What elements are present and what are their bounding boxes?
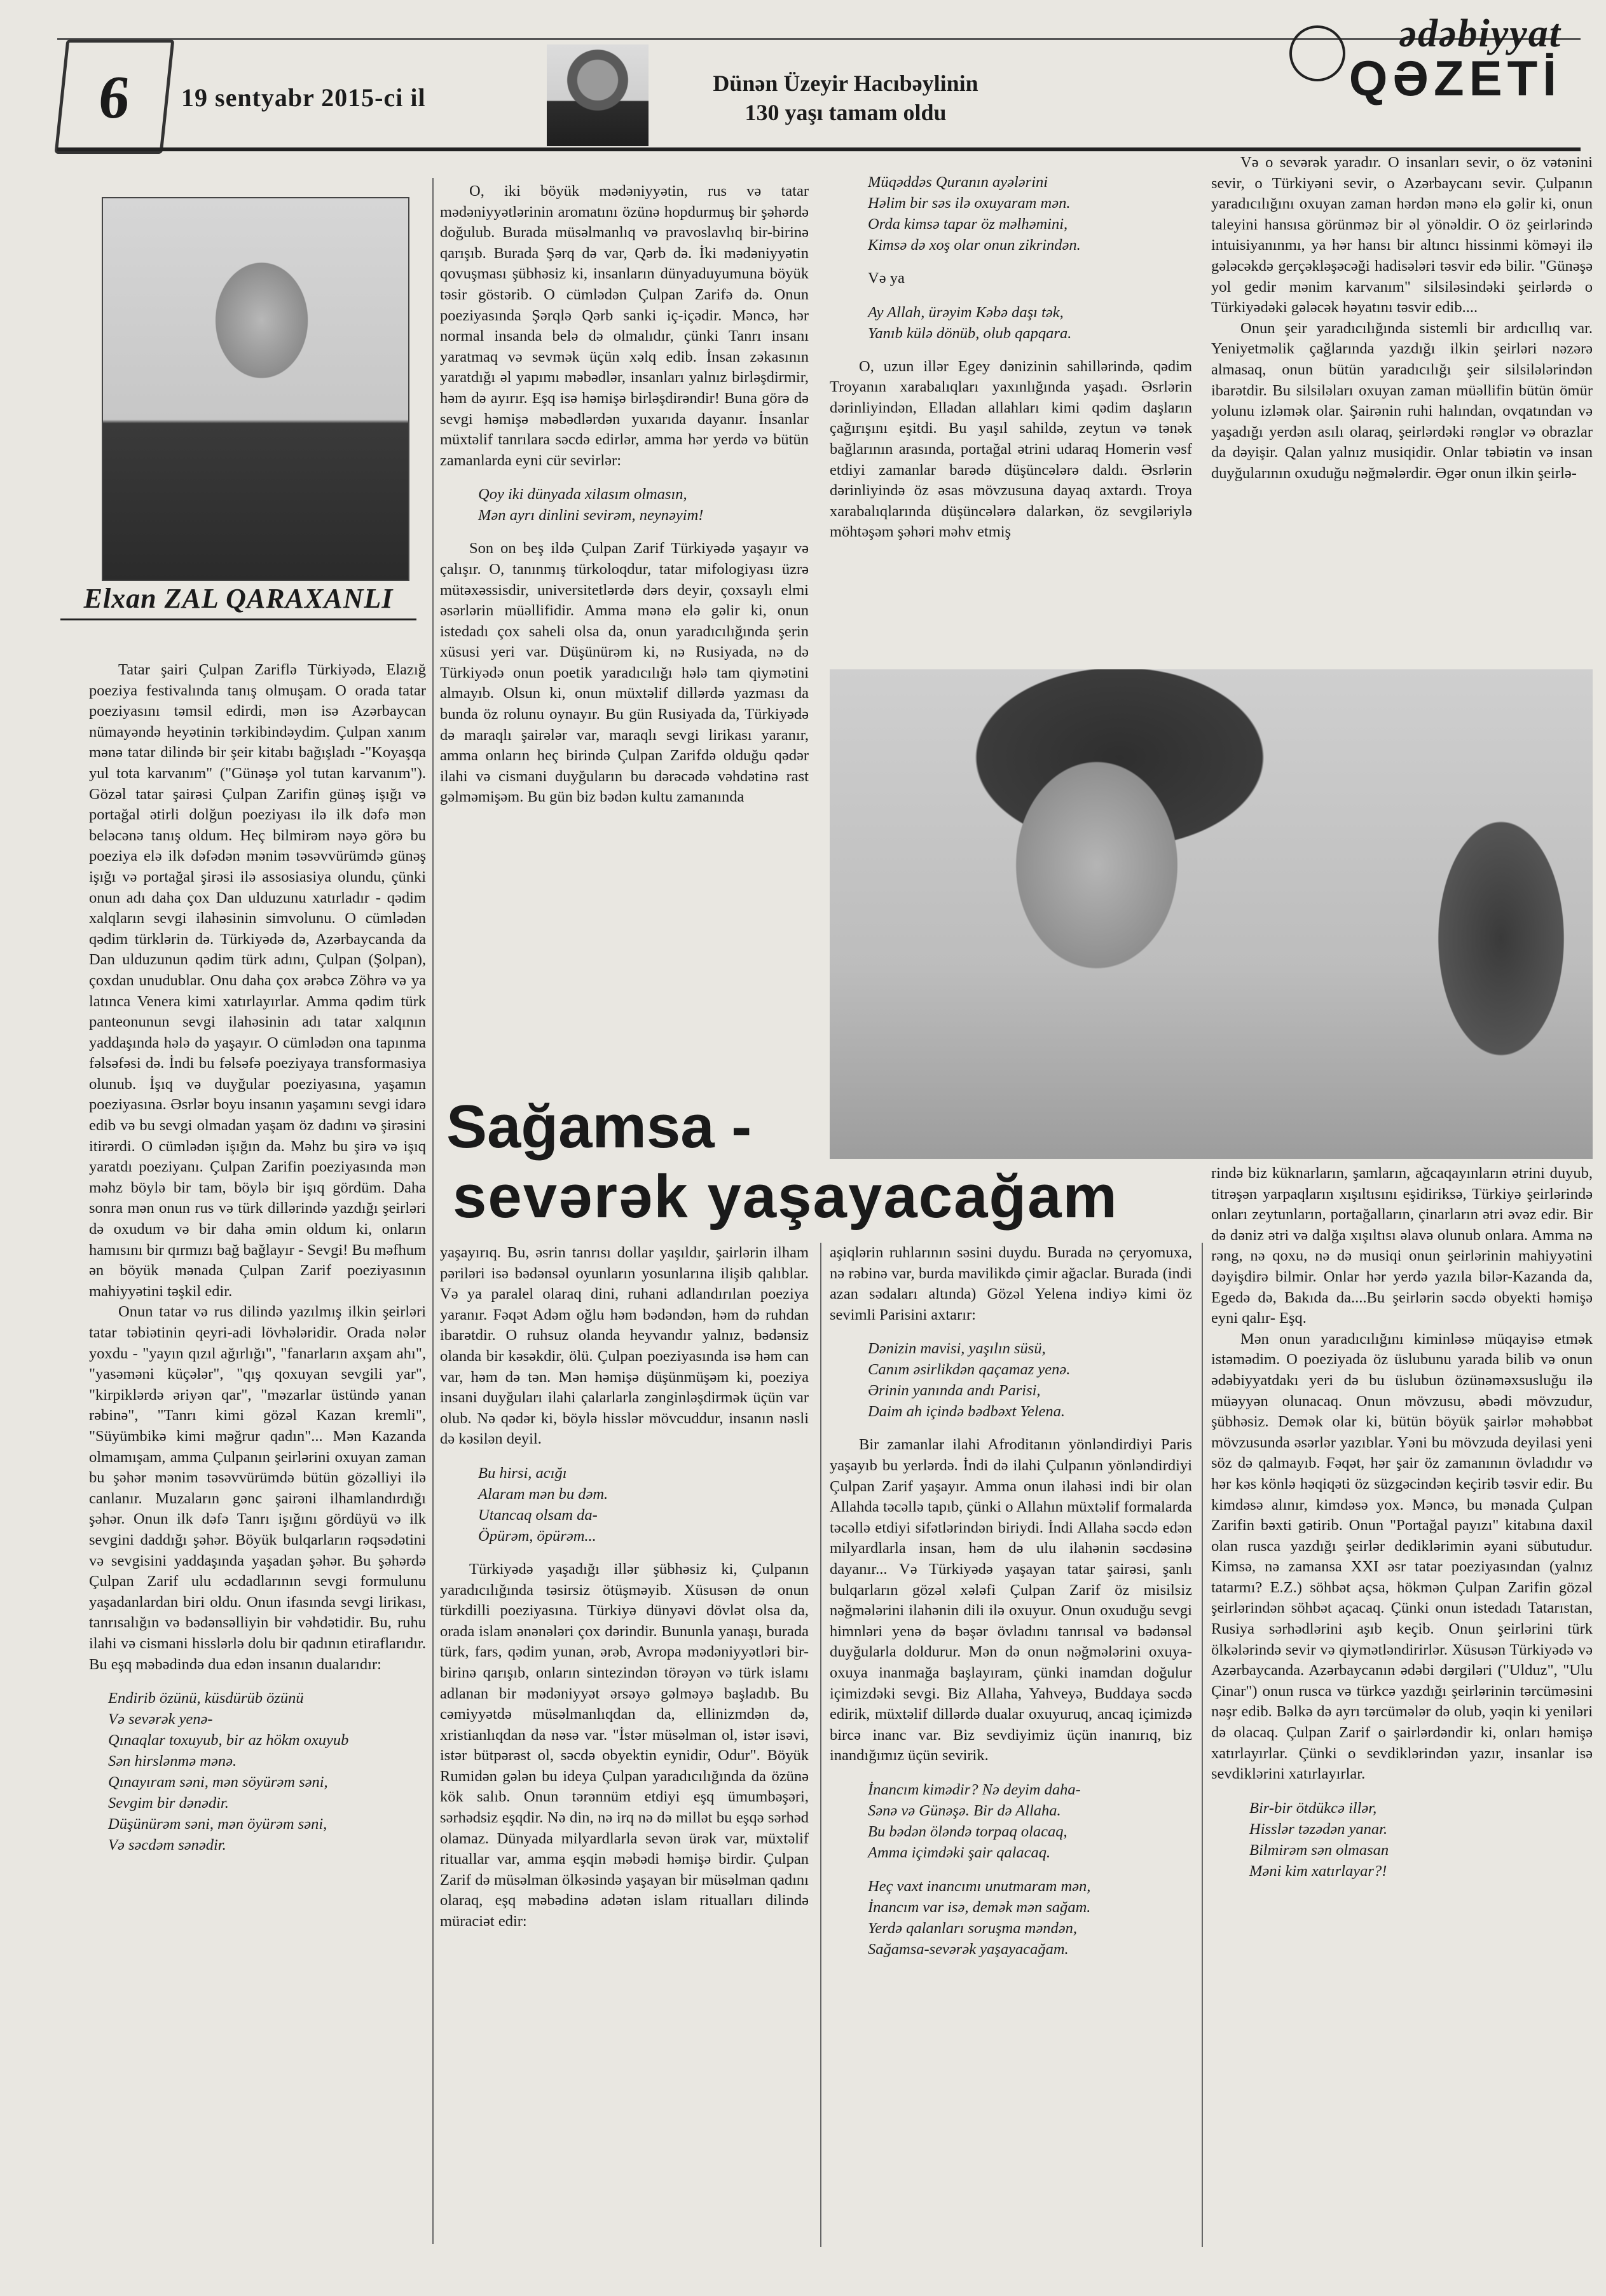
verse xyxy=(478,484,809,526)
verse xyxy=(1249,1798,1593,1882)
column-4-bottom xyxy=(1211,1163,1593,1894)
page-number: 6 xyxy=(55,39,175,154)
main-photo xyxy=(830,669,1593,1159)
header-top-rule xyxy=(57,38,1581,40)
verse-line: Utancaq olsam da- xyxy=(478,1506,598,1524)
paragraph: Və o sevərək yaradır. O insanları sevir, o öz vətənini sevir, o Türkiyəni sevir, o Azərbaycanı sevir. Çulpanın yaradıcılığını oxuyan zaman hərdən mənə elə gəlir ki, onun taleyini hansısa görünməz bir əl yönəldir. O öz şeirlərində intuisiyanınmı, ya hər hansı bir altıncı hissinmi köməyi ilə gələcəkdə gerçəkləşəcəği hadisələri təsvir edə bilir. "Günəşə yol gedir mənim karvanım" silsiləsindəki şeirlərdə o Türkiyədəki gələcək həyatını təsvir edib.... xyxy=(1211,154,1593,317)
verse-line: Müqəddəs Quranın ayələrini xyxy=(868,174,1048,191)
verse-line: Heç vaxt inancımı unutmaram mən, xyxy=(868,1877,1091,1895)
verse xyxy=(868,172,1192,256)
header-caption-line2: 130 yaşı tamam oldu xyxy=(745,100,947,125)
verse-line: Alaram mən bu dəm. xyxy=(478,1485,608,1503)
star-emblem-icon xyxy=(1289,25,1345,81)
verse-line: Və sevərək yenə- xyxy=(108,1711,213,1728)
verse xyxy=(478,1463,809,1547)
paragraph: Bir zamanlar ilahi Afroditanın yönləndirdiyi Paris yaşayıb bu yerlərdə. İndi də ilahi Çulpanın yönləndirdiyi Çulpan Zarif yaşayır. Amma onun ilahəsi indi bir olan Allahda təcəllə tapıb, çünki o Allahın müxtəlif formalarda təcəllə etdiyi sifətlərindən biriydi. İndi Allaha səcdə edən milyardlarla insan, həm də ulu ilahənin səcdəsinə dayanır... Və Türkiyədə yaşayan tatar şairəsi, şanlı bulqarların gözəl xələfi Çulpan Zarif öz misilsiz nəğmələrini ilahənin dili ilə oxuyur. Onun oxuduğu sevgi himnləri yenə də bəşər övladını tanrısal və bədənsəl duyğularla doldurur. Mən də onun nəğmələrini oxuya-oxuya inanmağa başlayıram, çünki inamdan doğulur içimizdəki sevgi. Biz Allaha, Yahveyə, Buddaya səcdə edirik, müxtəlif dillərdə dualar oxuyuruq, ancaq içimizdə bircə inanc var. Biz sevdiyimiz üçün inanırıq, biz inandığımız üçün sevirik. xyxy=(830,1436,1192,1765)
paragraph: Son on beş ildə Çulpan Zarif Türkiyədə yaşayır və çalışır. O, tanınmış türkoloqdur, tatar mifologiyası üzrə mütəxəssisdir, universitetlərdə dərs deyir, çoxsaylı elmi əsərlərin müəllifidir. Amma mənə elə gəlir ki, onun istedadı çox saheli olsa da, onun yaradıcılığında şerin xüsusi yeri var. Düşünürəm ki, nə Rusiyada, nə də Türkiyədə onun poetik yaradıcılığı hələ tam qiymətini almayıb. Olsun ki, onun müxtəlif dillərdə yazması da bunda öz rolunu oynayır. Bu gün Rusiyada da, Türkiyədə də maraqlı şairələr var, maraqlı sevgi lirikası yaranır, amma onların heç birində Çulpan Zarifdə olduğu qədər ilahi və cismani duyğuların bu dərəcədə vəhdətinə rast gəlməmişəm. Bu gün biz bədən kultu zamanında xyxy=(440,540,809,806)
paragraph: O, iki böyük mədəniyyətin, rus və tatar mədəniyyətlərinin aromatını özünə hopdurmuş bir şəhərdə doğulub. Burada müsəlmanlıq və pravoslavlıq bir-birinə qarışıb. Burada Şərq də var, Qərb də. İki mədəniyyətin qovuşması şübhəsiz ki, insanların dünyaduyumuna böyük təsir göstərib. O cümlədən Çulpan Zarifə də. Onun poeziyasında Şərqlə Qərb sanki iç-içədir. Məncə, hər normal insanda belə də olmalıdır, çünki Tanrı insanı yaratmaq və sevmək üçün xəlq edib. İnsan zəkasının yaratdığı əl yapımı məbədlər, insanları yalnız birləşdirmir, həm də ayırır. Eşq isə həmişə birləşdirəndir! Buna görə də sevgi həmişə məbədlərdən yuxarıda dayanır. İnsanlar müxtəlif tanrılara səcdə edirlər, amma hər yerdə və bütün zamanlarda eyni cür sevirlər: xyxy=(440,182,809,469)
headline-line2: sevərək yaşayacağam xyxy=(453,1163,1118,1231)
column-rule xyxy=(1202,1243,1203,2247)
header-caption xyxy=(668,69,1024,127)
verse-line: Daim ah içində bədbəxt Yelena. xyxy=(868,1403,1066,1421)
verse-line: Bu bədən öləndə torpaq olacaq, xyxy=(868,1822,1067,1840)
verse-line: Ərinin yanında andı Parisi, xyxy=(868,1382,1041,1400)
column-2-top xyxy=(440,181,809,808)
verse-line: Qınayıram səni, mən söyürəm səni, xyxy=(108,1773,328,1791)
verse xyxy=(868,1779,1192,1863)
verse-line: Qoy iki dünyada xilasım olmasın, xyxy=(478,486,687,503)
verse-line: Yerdə qalanları soruşma məndən, xyxy=(868,1919,1077,1937)
paragraph: O, uzun illər Egey dənizinin sahillərində, qədim Troyanın xarabalıqları yaxınlığında yaşadı. Əsrlərin dərinliyindən, Elladan allahları kimi qədim daşların çağırışını eşitdi. Bu yaşıl sahildə, zeytun və tənək bağlarının arasında, portağal ətrini udaraq Homerin vəsf etdiyi zamanlar barədə düşüncələrə daldı. Əsrlərin dərinliyində öz əsas mövzusuna dayaq axtardı. Troya xarabalıqlarında düşüncələrə dalarkən, öz sevgiləriylə möhtəşəm şəhəri məhv etmiş xyxy=(830,357,1192,541)
verse-line: Sən hirslənmə mənə. xyxy=(108,1753,237,1770)
column-3-top xyxy=(830,172,1192,543)
verse-line: Mən ayrı dinlini sevirəm, neynəyim! xyxy=(478,507,704,524)
author-photo xyxy=(102,197,409,581)
paragraph: Tatar şairi Çulpan Zariflə Türkiyədə, Elazığ poeziya festivalında tanış olmuşam. O orada tatar poeziyasını təmsil edirdi, mən isə Azərbaycan nümayəndə heyətinin tərkibindəydim. Çulpan xanım mənə tatar dilində bir şeir kitabı bağışladı -"Koyaşqa yul tota karvanım" ("Günəşə yol tutan karvanım"). Gözəl tatar şairəsi Çulpan Zarifin günəş işığı və portağal ətirli dolğun poeziyası ilə ilk dəfə mən beləcənə tanış oldum. Heç bilmirəm nəyə görə bu poeziya elə ilk dəfədən mənim təsəvvürümdə günəş işığı və portağal şirəsi ilə assosiasiya olundu, çünki onun adı daha çox Dan ulduzunu xatırladır - qədim xalqların sevgi ilahəsinin simvolunu. O cümlədən qədim türklərin də. Türkiyədə də, Azərbaycanda da Dan ulduzunun qədim türk adını, Çulpan (Şolpan), çoxdan unudublar. Onu daha çox ərəbcə Zöhrə və ya latınca Venera kimi xatırlayırlar. Amma qədim türk panteonunun sevgi ilahəsinin adı tatar xalqının yaddaşında hələ də yaşayır. O cümlədən ona tapınma fəlsəfəsi də. İndi bu fəlsəfə poeziyaya transformasiya olunub. İşıq və duyğular poeziyasına, yaşamın poeziyasına. Əsrlər boyu insanın yaşamını sevgi idarə edib və bu sevgi olmadan yaşam öz dadını və şirəsini itirərdi. O cümlədən işığın da. Məhz bu şirə və işıq yaratdı poeziyanı. Çulpan Zarifin poeziyasında mən məhz böylə bir tam, böylə bir işıq gördüm. Daha sonra mən onun rus və türk dillərində yazdığı şeirləri də oxudum və bir daha əmin oldum ki, onların hamısını bir qırmızı bağ bağlayır - Sevgi! Bu məfhum ən böyük mənada Çulpan Zarif poeziyasının mahiyyətini təşkil edir. xyxy=(89,661,426,1300)
verse-line: Canım əsirlikdən qaçamaz yenə. xyxy=(868,1361,1071,1379)
header-caption-line1: Dünən Üzeyir Hacıbəylinin xyxy=(713,71,978,96)
verse-line: Orda kimsə tapar öz məlhəmini, xyxy=(868,215,1068,233)
verse-line: İnancım kimədir? Nə deyim daha- xyxy=(868,1780,1081,1798)
verse-line: Hisslər təzədən yanar. xyxy=(1249,1820,1388,1838)
header-rule xyxy=(57,147,1581,151)
column-1 xyxy=(89,660,426,1868)
column-4-top xyxy=(1211,153,1593,484)
header-portrait xyxy=(547,44,649,146)
verse-line: Bir-bir ötdükcə illər, xyxy=(1249,1799,1377,1817)
paragraph: Mən onun yaradıcılığını kiminləsə müqayisə etmək istəmədim. O poeziyada öz üslubunu yarada bilib və onun ədəbiyyatdakı yeri də bu üslubun özünəməxsusluğu ilə müəyyən olunacaq. Onun mövzusu, əbədi mövzudur, şübhəsiz. Demək olar ki, bütün böyük şairlər məhəbbət mövzusunda əsərlər yazıblar. Yəni bu mövzuda deyilasi yeni söz də qalmayıb. Fəqət, hər şair öz zamanının övladıdır və hər kəs könlə həqiqəti öz süzgəcindən keçirib təsvir edir. Bu kimdəsə alınır, kimdəsə yox. Məncə, bu mənada Çulpan Zarifin bəxti gətirib. Onun "Portağal payızı" kitabına daxil olan rusca yazdığı şeirlər dediklərimin əyani sübutudur. Kimsə, nə zamansa XXI əsr tatar poeziyasından (yalnız tatarmı? E.Z.) söhbət açsa, hökmən Çulpan Zarifin gözəl şeirlərindən söhbət açacaq. Çünki onun istedadı Tatarıstan, Rusiya sərhədlərini aşıb keçib. Onun şeirlərini türk ölkələrində sevir və qiymətləndirirlər. Xüsusən Türkiyədə və Azərbaycanda. Azərbaycanın ədəbi dərgiləri ("Ulduz", "Ulu Çinar") onun rusca və türkcə yazdığı şeirlərinin tərcüməsini nəşr edib. Bəlkə də ayrı tərcümələr də olub, yəqin ki yeniləri də olacaq. Çulpan Zarif o şairlərdəndir ki, onları həmişə xatırlayırlar. Çünki o sevdiklərindən yazır, insanlar isə sevdiklərini xatırlayırlar. xyxy=(1211,1330,1593,1783)
column-3-bottom xyxy=(830,1243,1192,1972)
verse-line: Sağamsa-sevərək yaşayacağam. xyxy=(868,1940,1069,1958)
verse-line: Və səcdəm sənədir. xyxy=(108,1836,226,1854)
verse-line: Qınaqlar toxuyub, bir az hökm oxuyub xyxy=(108,1732,349,1749)
verse-intro: Və ya xyxy=(868,270,905,287)
verse-line: Sənə və Günəşə. Bir də Allaha. xyxy=(868,1801,1061,1819)
column-rule xyxy=(820,1243,821,2247)
verse xyxy=(868,1338,1192,1422)
verse-line: İnancım var isə, demək mən sağam. xyxy=(868,1898,1091,1916)
author-name: Elxan ZAL QARAXANLI xyxy=(60,582,416,620)
logo-bottom: QƏZETİ xyxy=(1349,50,1561,106)
verse-line: Amma içimdəki şair qalacaq. xyxy=(868,1843,1051,1861)
verse-line: Məni kim xatırlayar?! xyxy=(1249,1862,1387,1880)
verse-line: Bu hirsi, acığı xyxy=(478,1464,567,1482)
paragraph: Onun tatar və rus dilində yazılmış ilkin şeirləri tatar təbiətinin qeyri-adi lövhələridir. Orada nələr yoxdu - "yayın qızıl ağırlığı", "fanarların axşam ahı", "yasəməni küçələr", "qış qoxuyan sevgili yar", "kirpiklərdə əriyən qar", "məzarlar üstündə yanan rəbinə", "Tanrı kimi gözəl Kazan kremli", "Süyümbikə kimi məğrur qadın"... Mən Kazanda olmamışam, amma Çulpanın şeirlərini oxuyan zaman bu şəhər mənim təsəvvürümdə bütün gözəlliyi ilə canlanır. Muzaların gənc şairəni ilhamlandırdığı şəhər. Onun ilk dəfə Tanrı işığını gördüyü və ilk sevgini daddığı şəhər. Böyük bulqarların rəqsədətini və sevgisini yaddaşında yaşadan şəhər. Bu şəhərdə Çulpan Zarif ulu əcdadlarının sevgi formulunu yaşadanlardan biri oldu. Onun ifasında sevgi lirikası, tanrısalığın və bədənsəlliyin bir vəhdətidir. Bu, ruhu ilahi və cismani hisslərlə dolu bir qadının etiraflarıdır. Bu eşq məbədində dua edən insanın dualarıdır: xyxy=(89,1303,426,1673)
verse-line: Həlim bir səs ilə oxuyaram mən. xyxy=(868,195,1071,212)
verse xyxy=(868,1876,1192,1960)
headline xyxy=(440,1092,1209,1232)
verse-line: Bilmirəm sən olmasan xyxy=(1249,1841,1389,1859)
verse-line: Kimsə də xoş olar onun zikrindən. xyxy=(868,236,1081,254)
paragraph: aşiqlərin ruhlarının səsini duydu. Burada nə çeryomuxa, nə rəbinə var, burda mavilikdə çimir ağaclar. Burada (indi azan sədaları altında) Gözəl Yelena indiyə kimi öz sevimli Parisini axtarır: xyxy=(830,1244,1192,1323)
verse-line: Sevgim bir dənədir. xyxy=(108,1794,229,1812)
paragraph: rində biz küknarların, şamların, ağcaqayınların ətrini duyub, titrəşən yarpaqların xışıltısını eşidiriksə, Türkiyə şeirlərində onları zeytunların, portağalların, çinarların ətri əvəz edir. Bir də dəniz ətri və dalğa xışıltısı əlavə olunub onlara. Amma nə rəng, nə qoxu, nə də musiqi onun şeirlərinin mahiyyətini dəyişdirə bilmir. Onlar hər yerdə yazıla bilər-Kazanda da, Egedə də, Bakıda da....Bu şeirlərin səcdə obyekti həmişə eyni qalır- Eşq. xyxy=(1211,1165,1593,1327)
paragraph: Türkiyədə yaşadığı illər şübhəsiz ki, Çulpanın yaradıcılığında təsirsiz ötüşməyib. Xüsusən də onun türkdilli poeziyasına. Türkiyə dünyəvi dövlət olsa da, orada islam ənənələri çox dərindir. Bununla yanaşı, burada türk, fars, qədim yunan, ərəb, Avropa mədəniyyətləri bir-birinə qarışıb, onların sintezindən törəyən və türk islamı adlanan bir mədəniyyət ərsəyə gəlməyə başladıb. Bu cəmiyyətdə müsəlmanlıqdan da, ellinizmdən də, xristianlıqdan da nəsə var. "İstər müsəlman ol, istər isəvi, istər bütpərəst ol, səcdə obyektin eynidir, Odur". Böyük Rumidən gələn bu ideya Çulpan yaradıcılığında da özünə kök salıb. Onun tərənnüm etdiyi eşq ümumbəşəri, sərhədsiz eşqdir. Nə din, nə irq nə də millət bu eşqə sərhəd olamaz. Dünyada milyardlarla sevən ürək var, müxtəlif rituallar var, amma eşqin məbədi həmişə birdir. Çulpan Zarif də müsəlman ölkəsində yaşayan bir müsəlman qadını olaraq, eşq məbədinə adətən islam ritualları dilində müraciət edir: xyxy=(440,1560,809,1930)
logo-top: ədəbiyyat xyxy=(1399,12,1561,55)
verse-line: Düşünürəm səni, mən öyürəm səni, xyxy=(108,1815,327,1833)
column-2-bottom xyxy=(440,1243,809,1932)
issue-date: 19 sentyabr 2015-ci il xyxy=(181,83,426,112)
verse xyxy=(108,1688,426,1855)
verse-line: Dənizin mavisi, yaşılın süsü, xyxy=(868,1340,1046,1358)
verse-line: Yanıb külə dönüb, olub qapqara. xyxy=(868,324,1072,342)
verse xyxy=(868,302,1192,344)
paragraph: Onun şeir yaradıcılığında sistemli bir ardıcıllıq var. Yeniyetməlik çağlarında yazdığı ilkin şeirləri nəzərə almasaq, onun bütün yaradıcılığı şeir silsilələrindən ibarətdir. Bu silsiləları oxuyan zaman müəllifin bütün ömür yolunu izləmək olar. Şairənin ruhi halından, ovqatından və yaşadığı yerdən asılı olaraq, şeirlərdəki rənglər və obrazlar da dəyişir. Qalan yalnız musiqidir. Onlar təbiətin və insan duyğularının oxuduğu nəğmələrdir. Əgər onun ilkin şeirlə- xyxy=(1211,319,1593,482)
verse-line: Endirib özünü, küsdürüb özünü xyxy=(108,1690,304,1707)
verse-line: Öpürəm, öpürəm... xyxy=(478,1527,596,1545)
paragraph: yaşayırıq. Bu, əsrin tanrısı dollar yaşıldır, şairlərin ilham pəriləri isə bədənsəl oyunların yosunlarına ilişib qalıblar. Və ya paralel olaraq dini, ruhani adlandırılan poeziya yaranır. Fəqət Adəm oğlu həm bədəndən, həm də ruhdan ibarətdir. O ruhsuz olanda heyvandır yalnız, bədənsiz olanda bir kəsəkdir, ölü. Çulpan poeziyasında isə həm can var, həm də tən. Mən həmişə düşünmüşəm ki, poeziya insani duyğuları ilahi çalarlarla zənginləşdirmək üçün var olub. Nə qədər ki, böylə hisslər mövcuddur, insanın nəsli də kəsilən deyil. xyxy=(440,1244,809,1448)
column-rule xyxy=(432,178,434,2244)
headline-line1: Sağamsa - xyxy=(446,1093,752,1161)
verse-line: Ay Allah, ürəyim Kəbə daşı tək, xyxy=(868,303,1064,321)
